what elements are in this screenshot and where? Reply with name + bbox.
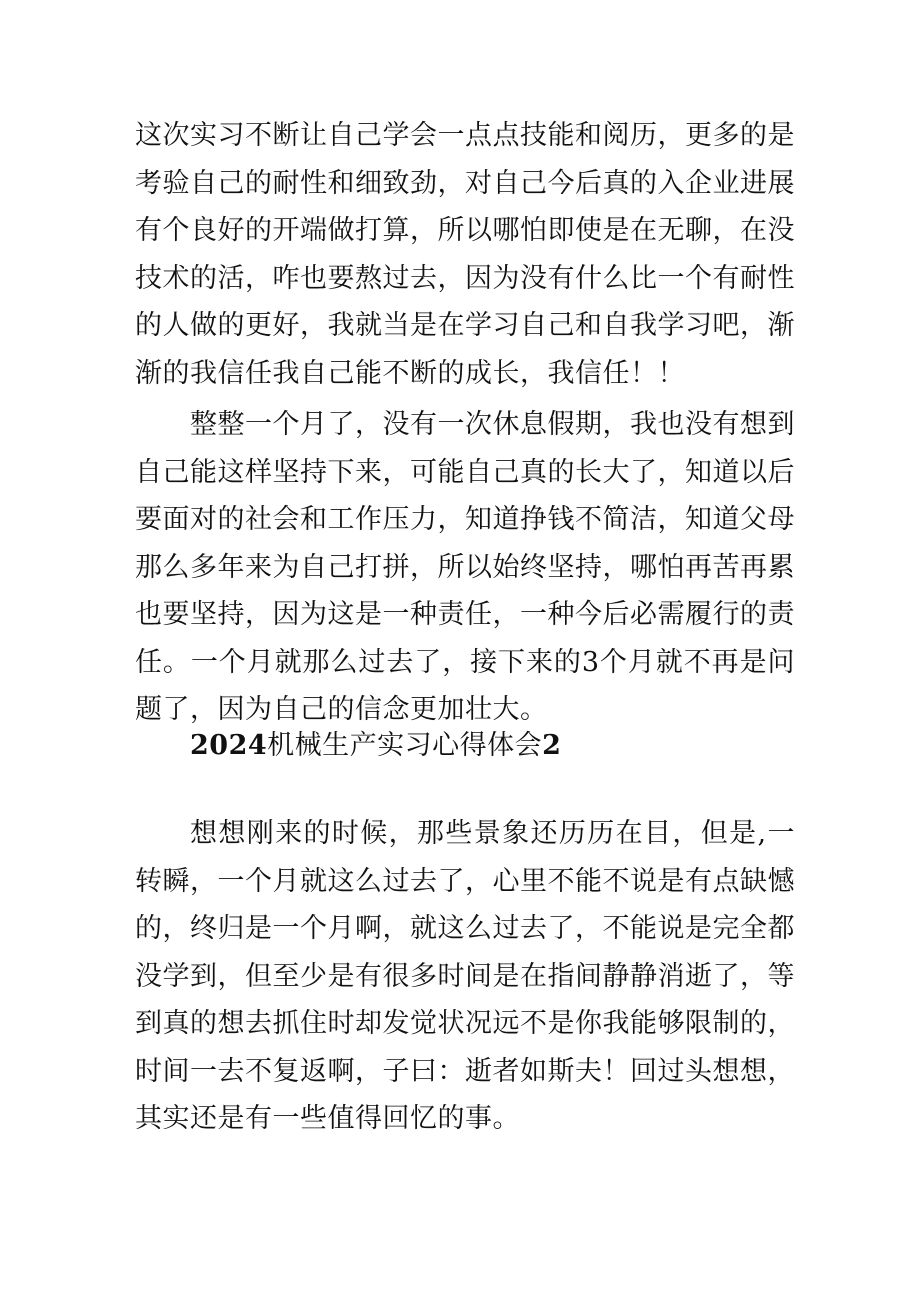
paragraph-1: 这次实习不断让自己学会一点点技能和阅历，更多的是考验自己的耐性和细致劲，对自己今后真的入企业进展有个良好的开端做打算，所以哪怕即使是在无聊，在没技术的活，咋也要熬过去，因为没有什么比一个有耐性的人做的更好，我就当是在学习自己和自我学习吧，渐渐的我信任我自己能不断的成长，我信任！！ [135,120,795,389]
heading-number: 2 [542,730,562,761]
section-heading [190,722,561,770]
paragraph-3: 想想刚来的时候，那些景象还历历在目，但是,一转瞬，一个月就这么过去了，心里不能不说是有点缺憾的，终归是一个月啊，就这么过去了，不能说是完全都没学到，但至少是有很多时间是在指间静静消逝了，等到真的想去抓住时却发觉状况远不是你我能够限制的，时间一去不复返啊，子曰：逝者如斯夫！回过头想想，其实还是有一些值得回忆的事。 [135,818,795,1134]
heading-text: 机械生产实习心得体会 [267,730,543,761]
paragraph-2: 整整一个月了，没有一次休息假期，我也没有想到自己能这样坚持下来，可能自己真的长大了，知道以后要面对的社会和工作压力，知道挣钱不简洁，知道父母那么多年来为自己打拼，所以始终坚持，哪怕再苦再累也要坚持，因为这是一种责任，一种今后必需履行的责任。一个月就那么过去了，接下来的3个月就不再是问题了，因为自己的信念更加壮大。 [135,409,795,725]
heading-year: 2024 [190,730,268,761]
